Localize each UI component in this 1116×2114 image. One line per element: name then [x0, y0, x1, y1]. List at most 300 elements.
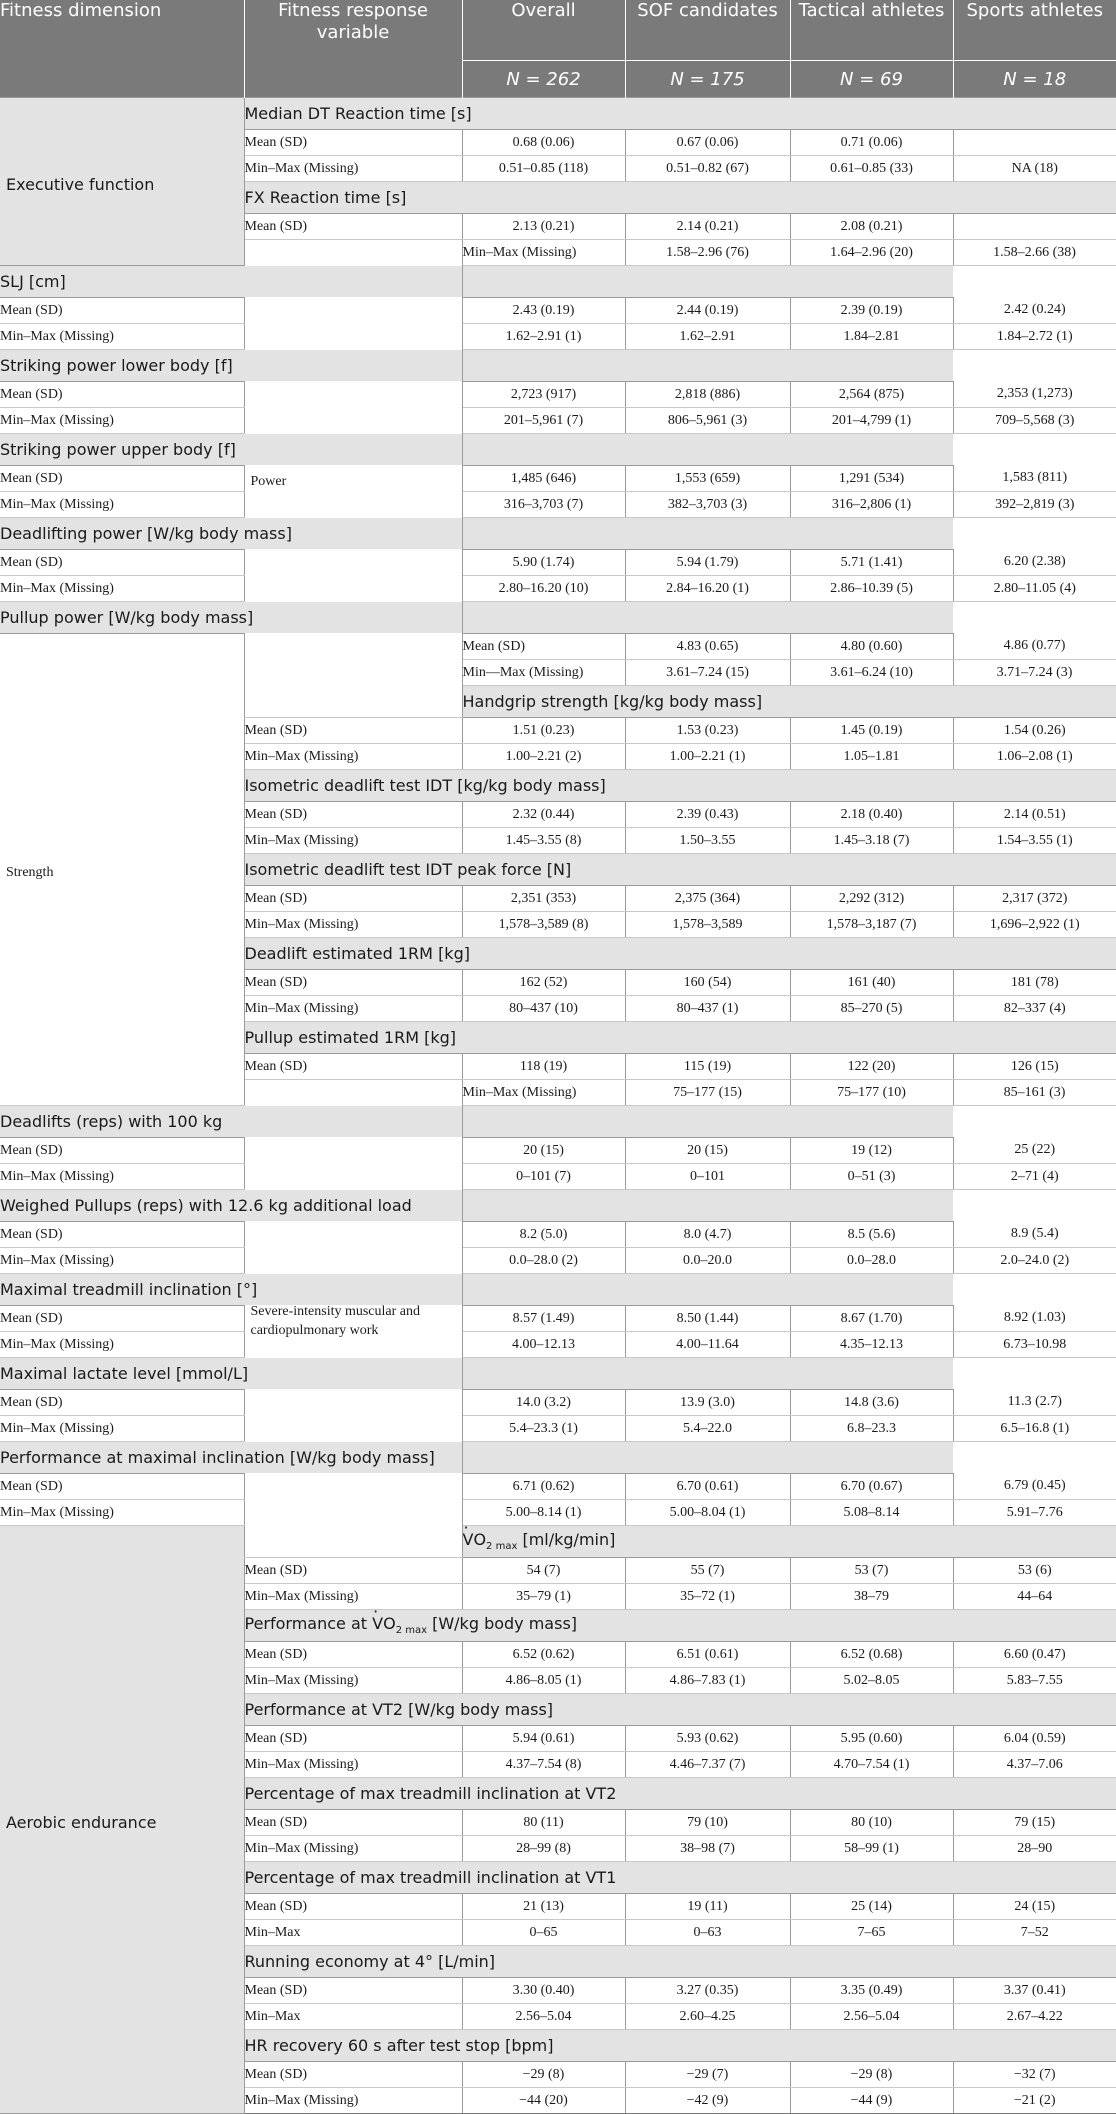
value-sof: 6.51 (0.61): [625, 1642, 790, 1668]
value-sof: 13.9 (3.0): [625, 1390, 790, 1416]
value-sof: 3.27 (0.35): [625, 1978, 790, 2004]
variable-name: Pullup power [W/kg body mass]: [0, 602, 953, 634]
value-overall: 5.90 (1.74): [462, 550, 625, 576]
value-sof: −42 (9): [625, 2088, 790, 2114]
value-overall: 1,578–3,589 (8): [462, 912, 625, 938]
variable-name: Striking power upper body [f]: [0, 434, 953, 466]
fitness-dimension-cell: Executive function: [0, 98, 244, 266]
statistic-label: Mean (SD): [244, 1726, 462, 1752]
value-sports: 1,583 (811): [953, 466, 1116, 492]
value-overall: 1.62–2.91 (1): [462, 324, 625, 350]
value-sports: 28–90: [953, 1836, 1116, 1862]
statistic-label: Min–Max (Missing): [244, 1836, 462, 1862]
value-tactical: 122 (20): [790, 1054, 953, 1080]
table-row: [0, 1332, 1116, 1358]
value-overall: 2,723 (917): [462, 382, 625, 408]
value-sof: 2,818 (886): [625, 382, 790, 408]
value-sports: 6.79 (0.45): [953, 1474, 1116, 1500]
variable-name-text: · VO: [463, 1530, 487, 1549]
header-n-sof: [625, 61, 790, 98]
value-overall: 5.4–23.3 (1): [462, 1416, 625, 1442]
value-overall: 1.00–2.21 (2): [462, 744, 625, 770]
table-row: [0, 1138, 1116, 1164]
statistic-label: Min–Max: [244, 1920, 462, 1946]
value-sports: [953, 214, 1116, 240]
statistic-label: Mean (SD): [0, 550, 244, 576]
value-sof: 6.70 (0.61): [625, 1474, 790, 1500]
value-overall: 0–101 (7): [462, 1164, 625, 1190]
value-overall: 2.43 (0.19): [462, 298, 625, 324]
fitness-dimension-cell: Strength: [0, 634, 244, 1106]
value-overall: 8.57 (1.49): [462, 1306, 625, 1332]
value-sof: 4.80 (0.60): [790, 634, 953, 660]
value-sports: 2.42 (0.24): [953, 298, 1116, 324]
variable-name-text: Performance at · VO: [245, 1614, 396, 1633]
value-sports: 24 (15): [953, 1894, 1116, 1920]
header-n-overall: [462, 61, 625, 98]
statistic-label: Mean (SD): [244, 1054, 462, 1080]
table-row: [0, 1474, 1116, 1500]
value-tactical: 5.08–8.14: [790, 1500, 953, 1526]
header-n-sports: [953, 61, 1116, 98]
value-sports: 5.91–7.76: [953, 1500, 1116, 1526]
n-value: N = 69: [840, 68, 903, 90]
value-tactical: 5.95 (0.60): [790, 1726, 953, 1752]
value-sports: 709–5,568 (3): [953, 408, 1116, 434]
statistic-label: Mean (SD): [244, 1894, 462, 1920]
header-group-tactical: Tactical athletes: [790, 0, 953, 61]
value-sports: 25 (22): [953, 1138, 1116, 1164]
value-tactical: 58–99 (1): [790, 1836, 953, 1862]
header-group-overall: Overall: [462, 0, 625, 61]
variable-name-unit: [W/kg body mass]: [427, 1614, 578, 1634]
value-sof: 79 (10): [625, 1810, 790, 1836]
value-overall: 80–437 (10): [462, 996, 625, 1022]
value-overall: 5.00–8.14 (1): [462, 1500, 625, 1526]
table-row: [0, 466, 1116, 492]
value-overall: 1.45–3.55 (8): [462, 828, 625, 854]
value-tactical: 4.70–7.54 (1): [790, 1752, 953, 1778]
value-sof: 382–3,703 (3): [625, 492, 790, 518]
value-sports: 2–71 (4): [953, 1164, 1116, 1190]
statistic-label: Min–Max (Missing): [462, 1080, 625, 1106]
variable-name: Median DT Reaction time [s]: [244, 98, 1116, 130]
value-overall: 20 (15): [462, 1138, 625, 1164]
value-overall: 2.56–5.04: [462, 2004, 625, 2030]
table-row: [0, 492, 1116, 518]
value-tactical: 4.35–12.13: [790, 1332, 953, 1358]
value-tactical: 6.70 (0.67): [790, 1474, 953, 1500]
value-sports: 44–64: [953, 1584, 1116, 1610]
table-row: [0, 1306, 1116, 1332]
value-sof: −29 (7): [625, 2062, 790, 2088]
variable-name: Weighed Pullups (reps) with 12.6 kg additional load: [0, 1190, 953, 1222]
value-sports: 11.3 (2.7): [953, 1390, 1116, 1416]
statistic-label: Mean (SD): [244, 970, 462, 996]
statistic-label: Min–Max (Missing): [0, 576, 244, 602]
n-value: N = 175: [670, 68, 745, 90]
value-tactical: 3.35 (0.49): [790, 1978, 953, 2004]
variable-name: Performance at maximal inclination [W/kg body mass]: [0, 1442, 953, 1474]
value-sof: 80–437 (1): [625, 996, 790, 1022]
table-row: [0, 408, 1116, 434]
value-tactical: 5.71 (1.41): [790, 550, 953, 576]
value-sof: 2.44 (0.19): [625, 298, 790, 324]
value-overall: 6.52 (0.62): [462, 1642, 625, 1668]
value-overall: 2,351 (353): [462, 886, 625, 912]
value-sof: 1.00–2.21 (1): [625, 744, 790, 770]
value-sof: 2.60–4.25: [625, 2004, 790, 2030]
value-sof: 5.94 (1.79): [625, 550, 790, 576]
value-sof: 0.51–0.82 (67): [625, 156, 790, 182]
value-overall: 162 (52): [462, 970, 625, 996]
value-overall: 80 (11): [462, 1810, 625, 1836]
value-overall: 0.68 (0.06): [462, 130, 625, 156]
variable-name: [244, 1610, 1116, 1642]
table-row: [0, 1500, 1116, 1526]
variable-name: Maximal lactate level [mmol/L]: [0, 1358, 953, 1390]
value-sports: 2.80–11.05 (4): [953, 576, 1116, 602]
variable-name: Isometric deadlift test IDT [kg/kg body mass]: [244, 770, 1116, 802]
statistic-label: Mean (SD): [0, 382, 244, 408]
statistic-label: Mean (SD): [244, 130, 462, 156]
variable-name-unit: [ml/kg/min]: [517, 1530, 616, 1550]
statistic-label: Mean (SD): [0, 1306, 244, 1332]
statistic-label: Min–Max (Missing): [0, 408, 244, 434]
variable-name-subscript: 2 max: [486, 1541, 518, 1553]
variable-name: Running economy at 4° [L/min]: [244, 1946, 1116, 1978]
value-overall: 2.13 (0.21): [462, 214, 625, 240]
statistic-label: Min–Max (Missing): [244, 2088, 462, 2114]
value-overall: 2.80–16.20 (10): [462, 576, 625, 602]
value-tactical: 4.86 (0.77): [953, 634, 1116, 660]
variable-name: Deadlift estimated 1RM [kg]: [244, 938, 1116, 970]
table-row: [0, 576, 1116, 602]
value-sports: 3.37 (0.41): [953, 1978, 1116, 2004]
variable-name: Percentage of max treadmill inclination at VT2: [244, 1778, 1116, 1810]
value-tactical: 3.71–7.24 (3): [953, 660, 1116, 686]
value-sof: 160 (54): [625, 970, 790, 996]
value-overall: 35–79 (1): [462, 1584, 625, 1610]
table-row: [0, 550, 1116, 576]
value-sports: 8.9 (5.4): [953, 1222, 1116, 1248]
value-tactical: 2.08 (0.21): [790, 214, 953, 240]
statistic-label: Min–Max (Missing): [244, 828, 462, 854]
statistic-label: Mean (SD): [244, 1642, 462, 1668]
statistic-label: Min–Max (Missing): [0, 1500, 244, 1526]
value-tactical: 6.52 (0.68): [790, 1642, 953, 1668]
variable-name: Pullup estimated 1RM [kg]: [244, 1022, 1116, 1054]
statistic-label: Mean (SD): [0, 1390, 244, 1416]
value-sports: 4.37–7.06: [953, 1752, 1116, 1778]
statistic-label: Mean (SD): [244, 214, 462, 240]
value-tactical: 8.67 (1.70): [790, 1306, 953, 1332]
variable-header-row: [0, 266, 1116, 298]
value-sof: 4.86–7.83 (1): [625, 1668, 790, 1694]
variable-name: Performance at VT2 [W/kg body mass]: [244, 1694, 1116, 1726]
value-sports: −32 (7): [953, 2062, 1116, 2088]
value-tactical: 53 (7): [790, 1558, 953, 1584]
variable-header-row: [0, 602, 1116, 634]
n-value: N = 18: [1003, 68, 1067, 90]
value-tactical: 0.71 (0.06): [790, 130, 953, 156]
statistic-label: Mean (SD): [0, 466, 244, 492]
value-overall: 0–65: [462, 1920, 625, 1946]
value-tactical: 85–270 (5): [790, 996, 953, 1022]
value-sports: 181 (78): [953, 970, 1116, 996]
table-row: [0, 1248, 1116, 1274]
value-overall: −44 (20): [462, 2088, 625, 2114]
value-sof: 35–72 (1): [625, 1584, 790, 1610]
value-sports: 2.14 (0.51): [953, 802, 1116, 828]
value-sof: 4.00–11.64: [625, 1332, 790, 1358]
variable-header-row: [0, 434, 1116, 466]
value-sof: 55 (7): [625, 1558, 790, 1584]
value-overall: 28–99 (8): [462, 1836, 625, 1862]
value-overall: 4.37–7.54 (8): [462, 1752, 625, 1778]
value-sports: 1.84–2.72 (1): [953, 324, 1116, 350]
variable-name: Deadlifts (reps) with 100 kg: [0, 1106, 953, 1138]
value-sports: 82–337 (4): [953, 996, 1116, 1022]
value-tactical: 2.18 (0.40): [790, 802, 953, 828]
value-tactical: 25 (14): [790, 1894, 953, 1920]
v-dot-glyph: · V: [372, 1614, 383, 1633]
variable-name: SLJ [cm]: [0, 266, 953, 298]
value-sof: 0.67 (0.06): [625, 130, 790, 156]
value-sports: 126 (15): [953, 1054, 1116, 1080]
table-row: [0, 1222, 1116, 1248]
value-overall: 201–5,961 (7): [462, 408, 625, 434]
fitness-dimension-cell: Power: [244, 240, 462, 718]
value-tactical: 1.45 (0.19): [790, 718, 953, 744]
statistic-label: Min—Max (Missing): [462, 660, 625, 686]
value-sports: 6.73–10.98: [953, 1332, 1116, 1358]
value-overall: 21 (13): [462, 1894, 625, 1920]
statistic-label: Min–Max (Missing): [0, 1164, 244, 1190]
value-sof: 75–177 (10): [790, 1080, 953, 1106]
value-overall: 1.58–2.96 (76): [625, 240, 790, 266]
value-sports: 6.60 (0.47): [953, 1642, 1116, 1668]
value-sof: 0.0–20.0: [625, 1248, 790, 1274]
value-sports: 8.92 (1.03): [953, 1306, 1116, 1332]
statistic-label: Mean (SD): [0, 1222, 244, 1248]
value-sof: 2.14 (0.21): [625, 214, 790, 240]
value-sof: 1.50–3.55: [625, 828, 790, 854]
table-row: [0, 1390, 1116, 1416]
value-sof: 3.61–6.24 (10): [790, 660, 953, 686]
value-sports: 2,353 (1,273): [953, 382, 1116, 408]
value-tactical: 19 (12): [790, 1138, 953, 1164]
n-value: N = 262: [506, 68, 581, 90]
value-sports: 79 (15): [953, 1810, 1116, 1836]
variable-name: Deadlifting power [W/kg body mass]: [0, 518, 953, 550]
statistic-label: Min–Max (Missing): [0, 1416, 244, 1442]
value-sports: −21 (2): [953, 2088, 1116, 2114]
value-sports: 6.20 (2.38): [953, 550, 1116, 576]
value-tactical: 2.56–5.04: [790, 2004, 953, 2030]
fitness-dimension-cell: Severe-intensity muscular and cardiopulmonary work: [244, 1080, 462, 1558]
statistic-label: Mean (SD): [0, 298, 244, 324]
value-overall: 4.83 (0.65): [625, 634, 790, 660]
value-sports: 5.83–7.55: [953, 1668, 1116, 1694]
value-sof: 1,578–3,589: [625, 912, 790, 938]
value-tactical: 201–4,799 (1): [790, 408, 953, 434]
variable-name-subscript: 2 max: [395, 1625, 428, 1637]
header-fitness-response-variable: Fitness response variable: [244, 0, 462, 98]
value-sof: 5.4–22.0: [625, 1416, 790, 1442]
fitness-dimension-cell: Aerobic endurance: [0, 1526, 244, 2114]
value-sports: 6.5–16.8 (1): [953, 1416, 1116, 1442]
value-sof: 2.39 (0.43): [625, 802, 790, 828]
value-sports: NA (18): [953, 156, 1116, 182]
statistic-label: Mean (SD): [244, 2062, 462, 2088]
value-overall: 14.0 (3.2): [462, 1390, 625, 1416]
value-tactical: 1,578–3,187 (7): [790, 912, 953, 938]
value-tactical: 1.58–2.66 (38): [953, 240, 1116, 266]
statistic-label: Min–Max (Missing): [0, 1248, 244, 1274]
value-overall: 54 (7): [462, 1558, 625, 1584]
statistic-label: Min–Max (Missing): [0, 324, 244, 350]
statistic-label: Min–Max (Missing): [244, 912, 462, 938]
statistic-label: Min–Max (Missing): [244, 996, 462, 1022]
statistic-label: Min–Max (Missing): [0, 492, 244, 518]
value-sof: 0–101: [625, 1164, 790, 1190]
statistic-label: Mean (SD): [244, 718, 462, 744]
statistic-label: Min–Max (Missing): [244, 1668, 462, 1694]
value-tactical: 316–2,806 (1): [790, 492, 953, 518]
value-tactical: −44 (9): [790, 2088, 953, 2114]
table-row: [0, 1416, 1116, 1442]
value-overall: 8.2 (5.0): [462, 1222, 625, 1248]
statistic-label: Mean (SD): [0, 1138, 244, 1164]
value-sof: 8.50 (1.44): [625, 1306, 790, 1332]
value-tactical: 6.8–23.3: [790, 1416, 953, 1442]
variable-name: Percentage of max treadmill inclination at VT1: [244, 1862, 1116, 1894]
value-sof: 806–5,961 (3): [625, 408, 790, 434]
value-tactical: 7–65: [790, 1920, 953, 1946]
value-overall: 6.71 (0.62): [462, 1474, 625, 1500]
value-tactical: 1.05–1.81: [790, 744, 953, 770]
value-sports: 1,696–2,922 (1): [953, 912, 1116, 938]
value-sof: 20 (15): [625, 1138, 790, 1164]
value-overall: 1,485 (646): [462, 466, 625, 492]
table-row: [0, 634, 1116, 660]
value-overall: 3.30 (0.40): [462, 1978, 625, 2004]
value-sports: [953, 130, 1116, 156]
value-overall: −29 (8): [462, 2062, 625, 2088]
statistic-label: Min–Max (Missing): [0, 1332, 244, 1358]
variable-header-row: [0, 1106, 1116, 1138]
value-tactical: 0–51 (3): [790, 1164, 953, 1190]
value-tactical: 5.02–8.05: [790, 1668, 953, 1694]
value-tactical: 2,292 (312): [790, 886, 953, 912]
table-body: [0, 98, 1116, 2114]
value-sof: 1,553 (659): [625, 466, 790, 492]
value-tactical: 1.45–3.18 (7): [790, 828, 953, 854]
value-sports: 1.54–3.55 (1): [953, 828, 1116, 854]
statistic-label: Mean (SD): [244, 886, 462, 912]
value-sports: 2.67–4.22: [953, 2004, 1116, 2030]
value-tactical: 1.84–2.81: [790, 324, 953, 350]
value-sof: 19 (11): [625, 1894, 790, 1920]
value-tactical: 38–79: [790, 1584, 953, 1610]
value-sports: 1.54 (0.26): [953, 718, 1116, 744]
value-tactical: 1,291 (534): [790, 466, 953, 492]
value-overall: 3.61–7.24 (15): [625, 660, 790, 686]
statistic-label: Min–Max: [244, 2004, 462, 2030]
variable-name: Striking power lower body [f]: [0, 350, 953, 382]
variable-name: Maximal treadmill inclination [°]: [0, 1274, 953, 1306]
header-group-sports: Sports athletes: [953, 0, 1116, 61]
statistic-label: Mean (SD): [0, 1474, 244, 1500]
value-overall: 0.0–28.0 (2): [462, 1248, 625, 1274]
value-overall: 1.51 (0.23): [462, 718, 625, 744]
value-sof: 115 (19): [625, 1054, 790, 1080]
value-sports: 2,317 (372): [953, 886, 1116, 912]
table-row: [0, 382, 1116, 408]
statistic-label: Min–Max (Missing): [244, 1752, 462, 1778]
value-tactical: 8.5 (5.6): [790, 1222, 953, 1248]
variable-header-row: [0, 1526, 1116, 1558]
value-sports: 6.04 (0.59): [953, 1726, 1116, 1752]
value-tactical: −29 (8): [790, 2062, 953, 2088]
value-tactical: 0.0–28.0: [790, 1248, 953, 1274]
variable-name: [462, 1526, 1116, 1558]
variable-header-row: [0, 1358, 1116, 1390]
statistic-label: Mean (SD): [462, 634, 625, 660]
value-tactical: 2.86–10.39 (5): [790, 576, 953, 602]
value-overall: 5.94 (0.61): [462, 1726, 625, 1752]
header-fitness-dimension: Fitness dimension: [0, 0, 244, 98]
statistic-label: Mean (SD): [244, 1978, 462, 2004]
value-overall: 75–177 (15): [625, 1080, 790, 1106]
value-overall: 4.86–8.05 (1): [462, 1668, 625, 1694]
statistic-label: Min–Max (Missing): [244, 744, 462, 770]
variable-header-row: [0, 1442, 1116, 1474]
value-sof: 8.0 (4.7): [625, 1222, 790, 1248]
value-overall: 118 (19): [462, 1054, 625, 1080]
statistic-label: Min–Max (Missing): [244, 1584, 462, 1610]
header-group-sof: SOF candidates: [625, 0, 790, 61]
value-tactical: 85–161 (3): [953, 1080, 1116, 1106]
value-sof: 1.64–2.96 (20): [790, 240, 953, 266]
value-sports: 7–52: [953, 1920, 1116, 1946]
statistic-label: Min–Max (Missing): [244, 156, 462, 182]
value-sports: 2.0–24.0 (2): [953, 1248, 1116, 1274]
value-overall: 0.51–0.85 (118): [462, 156, 625, 182]
value-overall: 2.32 (0.44): [462, 802, 625, 828]
value-sof: 38–98 (7): [625, 1836, 790, 1862]
value-sof: 0–63: [625, 1920, 790, 1946]
value-sof: 1.62–2.91: [625, 324, 790, 350]
table-row: [0, 298, 1116, 324]
v-dot-glyph: · V: [463, 1530, 474, 1549]
statistic-label: Mean (SD): [244, 1558, 462, 1584]
value-tactical: 0.61–0.85 (33): [790, 156, 953, 182]
variable-header-row: [0, 518, 1116, 550]
variable-header-row: [0, 1190, 1116, 1222]
variable-name: FX Reaction time [s]: [244, 182, 1116, 214]
value-sof: 5.00–8.04 (1): [625, 1500, 790, 1526]
variable-name: Isometric deadlift test IDT peak force [N]: [244, 854, 1116, 886]
value-tactical: 2.39 (0.19): [790, 298, 953, 324]
value-tactical: 161 (40): [790, 970, 953, 996]
value-overall: 316–3,703 (7): [462, 492, 625, 518]
value-overall: 4.00–12.13: [462, 1332, 625, 1358]
value-sof: 2.84–16.20 (1): [625, 576, 790, 602]
statistic-label: Mean (SD): [244, 802, 462, 828]
value-sof: 2,375 (364): [625, 886, 790, 912]
